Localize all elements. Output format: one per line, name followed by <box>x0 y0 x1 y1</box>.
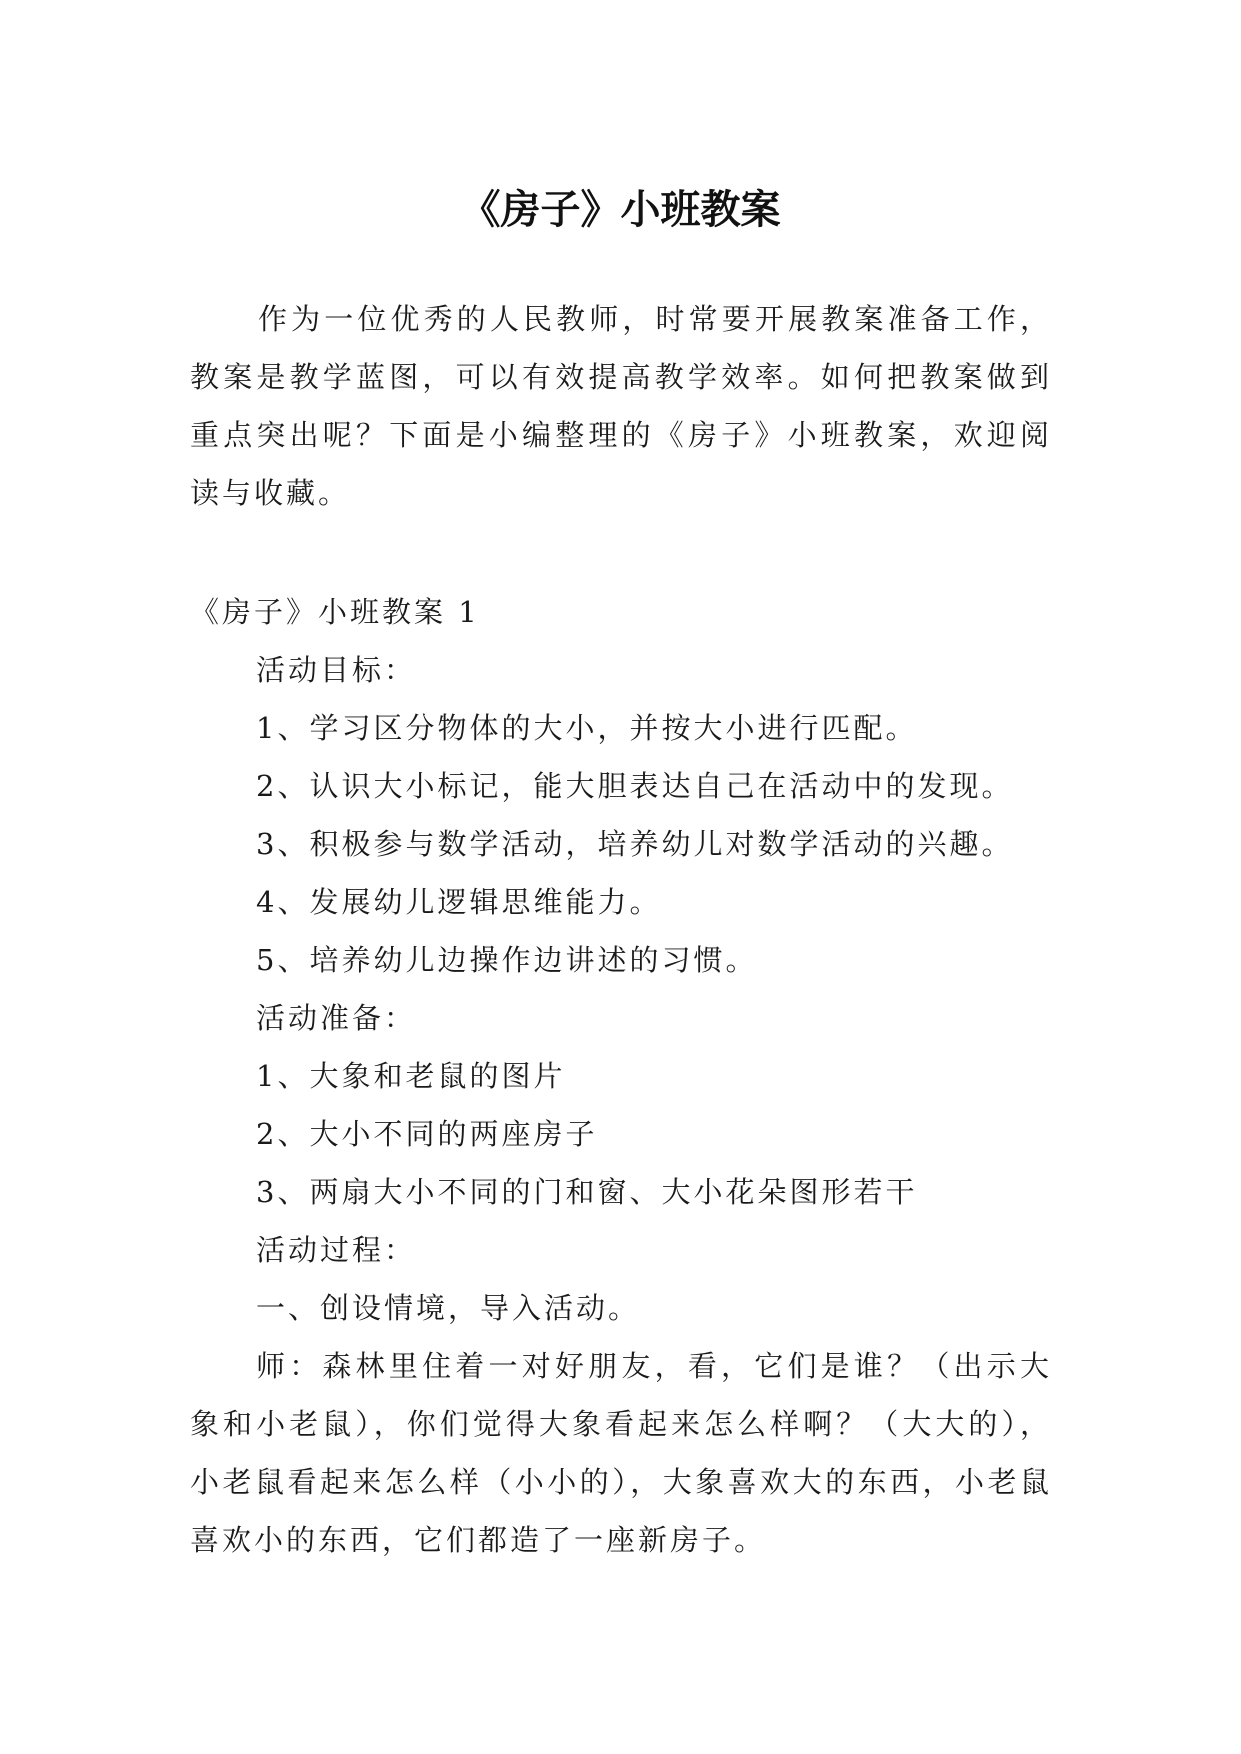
goal-item: 5、培养幼儿边操作边讲述的习惯。 <box>256 943 758 977</box>
document-title: 《房子》小班教案 <box>460 186 781 233</box>
goals-label: 活动目标： <box>256 653 417 687</box>
goal-item: 1、学习区分物体的大小，并按大小进行匹配。 <box>256 711 918 745</box>
goal-item: 2、认识大小标记，能大胆表达自己在活动中的发现。 <box>256 769 1014 803</box>
section-heading: 《房子》小班教案 1 <box>190 595 480 629</box>
prep-item: 2、大小不同的两座房子 <box>256 1117 598 1151</box>
prep-item: 3、两扇大小不同的门和窗、大小花朵图形若干 <box>256 1175 918 1209</box>
process-step: 一、创设情境，导入活动。 <box>256 1291 641 1325</box>
process-label: 活动过程： <box>256 1233 417 1267</box>
prep-item: 1、大象和老鼠的图片 <box>256 1059 566 1093</box>
goal-item: 4、发展幼儿逻辑思维能力。 <box>256 885 662 919</box>
goal-item: 3、积极参与数学活动，培养幼儿对数学活动的兴趣。 <box>256 827 1014 861</box>
teacher-paragraph: 师：森林里住着一对好朋友，看，它们是谁？（出示大象和小老鼠），你们觉得大象看起来怎么样啊？（大大的），小老鼠看起来怎么样（小小的），大象喜欢大的东西，小老鼠喜欢小的东西，它们都造了一座新房子。 <box>190 1349 1052 1557</box>
prep-label: 活动准备： <box>256 1001 417 1035</box>
lesson-plan-section <box>190 583 1052 1569</box>
intro-paragraph: 作为一位优秀的人民教师，时常要开展教案准备工作，教案是教学蓝图，可以有效提高教学效率。如何把教案做到重点突出呢？下面是小编整理的《房子》小班教案，欢迎阅读与收藏。 <box>190 302 1052 510</box>
